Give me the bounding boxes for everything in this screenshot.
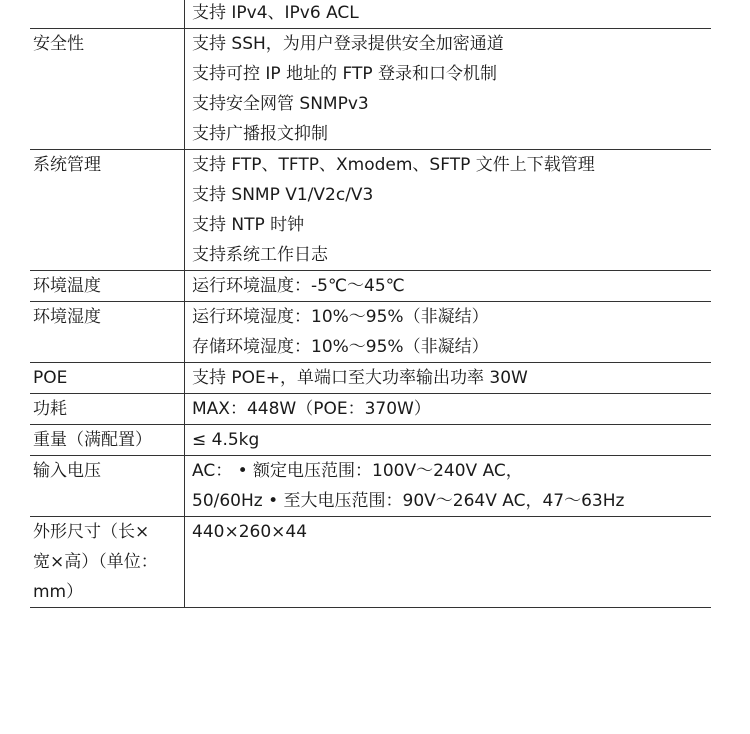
spec-key-cell xyxy=(30,150,185,270)
spec-row xyxy=(30,29,711,150)
spec-key-cell xyxy=(30,425,185,455)
spec-row xyxy=(30,456,711,517)
spec-value-text: 支持 FTP、TFTP、Xmodem、SFTP 文件上下载管理 xyxy=(192,155,595,175)
spec-key-text: 环境湿度 xyxy=(33,307,101,327)
spec-value-text: 支持可控 IP 地址的 FTP 登录和口令机制 xyxy=(192,64,497,84)
spec-row xyxy=(30,150,711,271)
spec-key-text: 输入电压 xyxy=(33,461,101,481)
spec-value-text: 支持 NTP 时钟 xyxy=(192,215,305,235)
spec-value-cell xyxy=(185,363,711,393)
spec-value-cell xyxy=(185,394,711,424)
spec-value-text: AC： • 额定电压范围：100V～240V AC， xyxy=(192,461,523,481)
spec-key-text: 重量（满配置） xyxy=(33,430,152,450)
spec-value-cell xyxy=(185,150,711,270)
spec-key-cell xyxy=(30,394,185,424)
spec-value-text: 支持广播报文抑制 xyxy=(192,124,328,144)
spec-key-text: 功耗 xyxy=(33,399,67,419)
spec-key-text: 外形尺寸（长× xyxy=(33,522,150,542)
spec-value-cell xyxy=(185,0,711,28)
spec-key-text: mm） xyxy=(33,582,84,602)
spec-table xyxy=(30,0,711,608)
spec-value-text: 运行环境温度：-5℃～45℃ xyxy=(192,276,405,296)
spec-value-cell xyxy=(185,29,711,149)
spec-row xyxy=(30,517,711,608)
spec-key-cell xyxy=(30,0,185,28)
spec-value-cell xyxy=(185,456,711,516)
spec-value-text: 支持系统工作日志 xyxy=(192,245,328,265)
spec-key-cell xyxy=(30,29,185,149)
spec-value-text: 50/60Hz • 至大电压范围：90V～264V AC，47～63Hz xyxy=(192,491,625,511)
spec-value-text: 运行环境湿度：10%～95%（非凝结） xyxy=(192,307,489,327)
spec-key-text xyxy=(33,0,184,28)
spec-key-text: POE xyxy=(33,368,68,388)
spec-key-cell xyxy=(30,363,185,393)
spec-row xyxy=(30,425,711,456)
spec-key-text: 系统管理 xyxy=(33,155,101,175)
spec-value-text: 存储环境湿度：10%～95%（非凝结） xyxy=(192,337,489,357)
spec-row xyxy=(30,394,711,425)
spec-key-cell xyxy=(30,517,185,607)
spec-key-text: 安全性 xyxy=(33,34,84,54)
spec-value-cell xyxy=(185,271,711,301)
spec-value-text: 支持安全网管 SNMPv3 xyxy=(192,94,369,114)
spec-value-cell xyxy=(185,517,711,607)
spec-key-cell xyxy=(30,456,185,516)
spec-row xyxy=(30,363,711,394)
spec-value-cell xyxy=(185,425,711,455)
spec-value-text: 支持 IPv4、IPv6 ACL xyxy=(192,3,359,23)
spec-value-text: 支持 POE+，单端口至大功率输出功率 30W xyxy=(192,368,528,388)
spec-value-cell xyxy=(185,302,711,362)
spec-key-text: 环境温度 xyxy=(33,276,101,296)
spec-key-text: 宽×高）（单位： xyxy=(33,552,158,572)
spec-key-cell xyxy=(30,271,185,301)
spec-value-text: MAX：448W（POE：370W） xyxy=(192,399,431,419)
spec-value-text: 440×260×44 xyxy=(192,522,308,542)
spec-row xyxy=(30,0,711,29)
spec-row xyxy=(30,271,711,302)
spec-key-cell xyxy=(30,302,185,362)
spec-row xyxy=(30,302,711,363)
spec-value-text: 支持 SSH，为用户登录提供安全加密通道 xyxy=(192,34,504,54)
spec-value-text: 支持 SNMP V1/V2c/V3 xyxy=(192,185,374,205)
spec-value-text: ≤ 4.5kg xyxy=(192,430,260,450)
